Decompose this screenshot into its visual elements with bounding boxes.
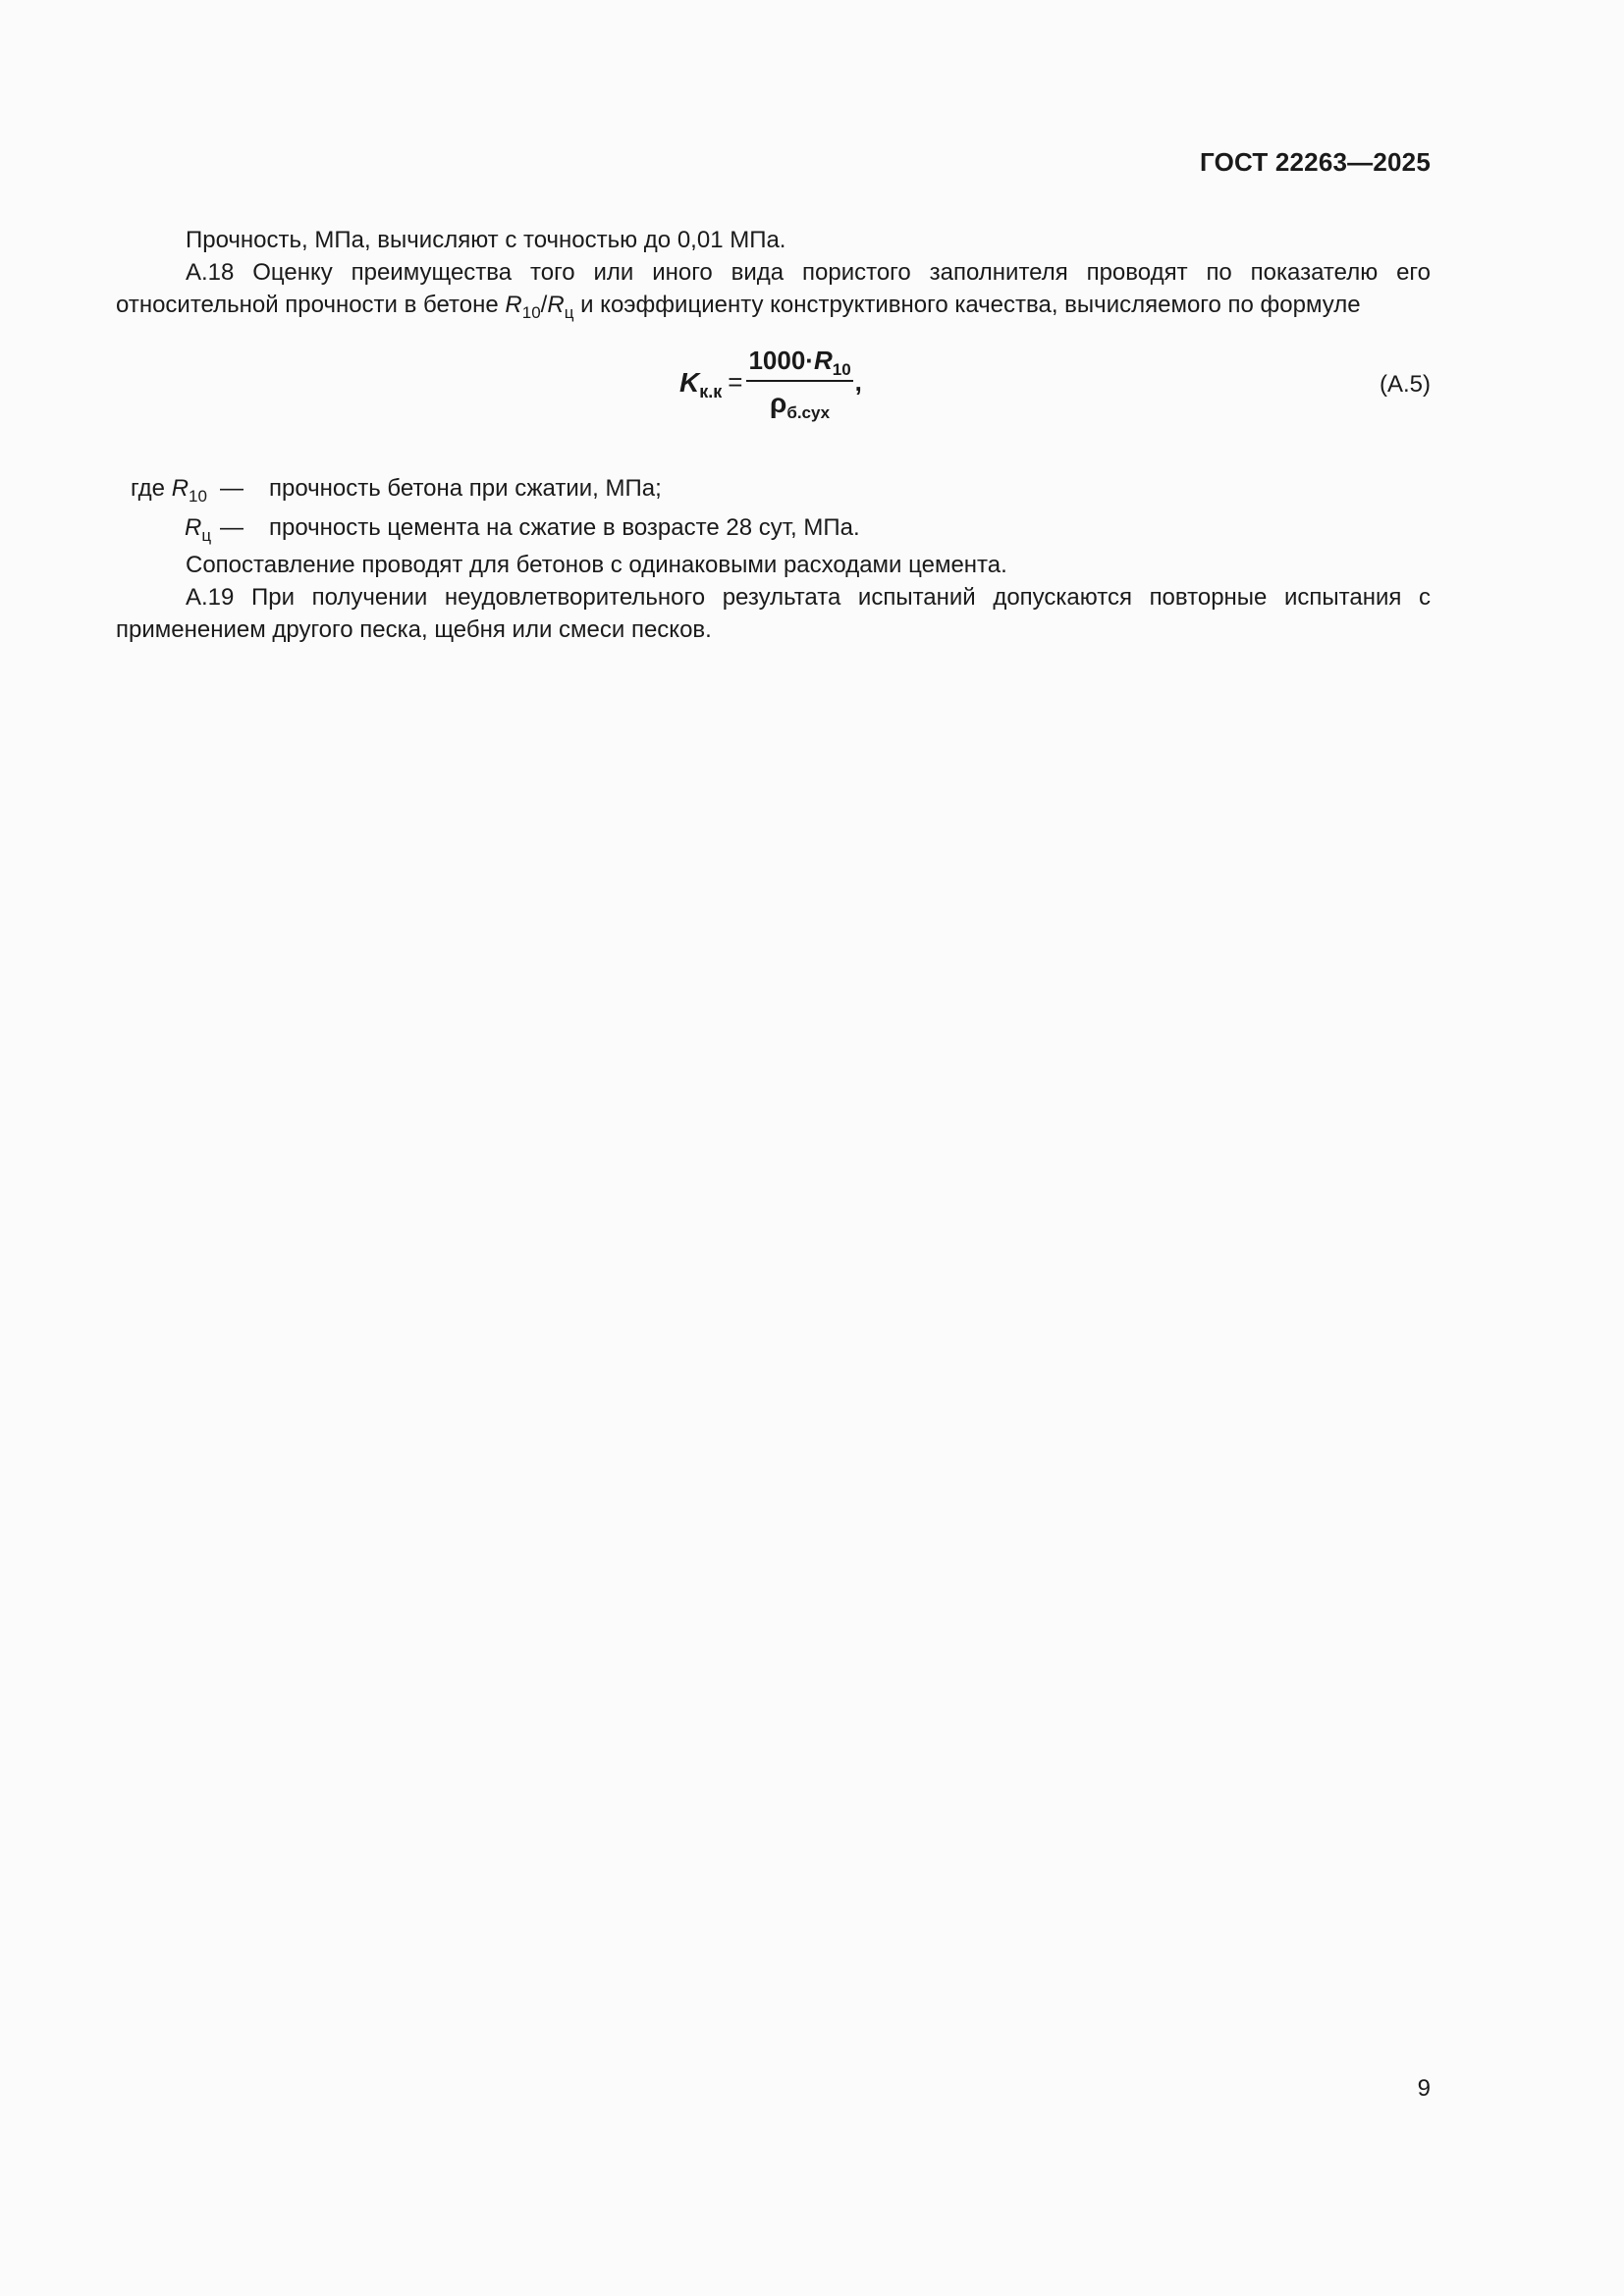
- sub-c: ц: [564, 303, 574, 322]
- where-item: [116, 469, 1431, 508]
- paragraph-strength-precision: Прочность, МПа, вычисляют с точностью до 0,01 МПа.: [186, 227, 786, 253]
- formula-lhs-sub: к.к: [699, 381, 723, 401]
- where-description: прочность бетона при сжатии, МПа;: [269, 475, 662, 502]
- sub-10: 10: [521, 303, 541, 322]
- formula-expression: [679, 346, 862, 422]
- formula-fraction: [746, 346, 852, 422]
- where-symbol: где $R_{10}$: [131, 475, 207, 506]
- formula-numerator: $1000\cdot R_{10}$: [746, 346, 852, 382]
- intro-paragraphs: [116, 224, 1431, 321]
- where-description: прочность цемента на сжатие в возрасте 28 сут, МПа.: [269, 514, 860, 541]
- paragraph-a18-text-start: А.18 Оценку преимущества того или иного вида пористого заполнителя проводят по показателю его относительной прочности в бетоне: [116, 259, 1431, 318]
- where-item: [116, 508, 1431, 548]
- formula-lhs: $K_{к.к}$: [679, 366, 723, 401]
- where-list: [116, 469, 1431, 548]
- document-code: ГОСТ 22263—2025: [1200, 147, 1431, 177]
- var-r10: R: [505, 292, 522, 318]
- where-dash: —: [220, 514, 244, 541]
- formula-denominator: $\rho_{б.сух}$: [769, 388, 831, 422]
- paragraph-a18: [116, 256, 1431, 321]
- formula-equals: =: [728, 367, 743, 397]
- formula-a5: [0, 346, 1624, 426]
- closing-paragraphs: [116, 549, 1431, 646]
- where-dash: —: [220, 475, 244, 502]
- paragraph-a19: А.19 При получении неудовлетворительного результата испытаний допускаются повторные испытания с применением другого песка, щебня или смеси песков.: [116, 584, 1431, 643]
- var-rc: R: [547, 292, 565, 318]
- formula-comma: ,: [854, 367, 862, 397]
- page-number: 9: [1417, 2075, 1431, 2102]
- paragraph-comparison: Сопоставление проводят для бетонов с одинаковыми расходами цемента.: [186, 552, 1007, 578]
- equation-number: (А.5): [1379, 371, 1431, 398]
- slash: /: [540, 292, 548, 318]
- paragraph-a18-text-end: и коэффициенту конструктивного качества, вычисляемого по формуле: [573, 292, 1361, 318]
- where-symbol: $R_ц$: [185, 514, 212, 545]
